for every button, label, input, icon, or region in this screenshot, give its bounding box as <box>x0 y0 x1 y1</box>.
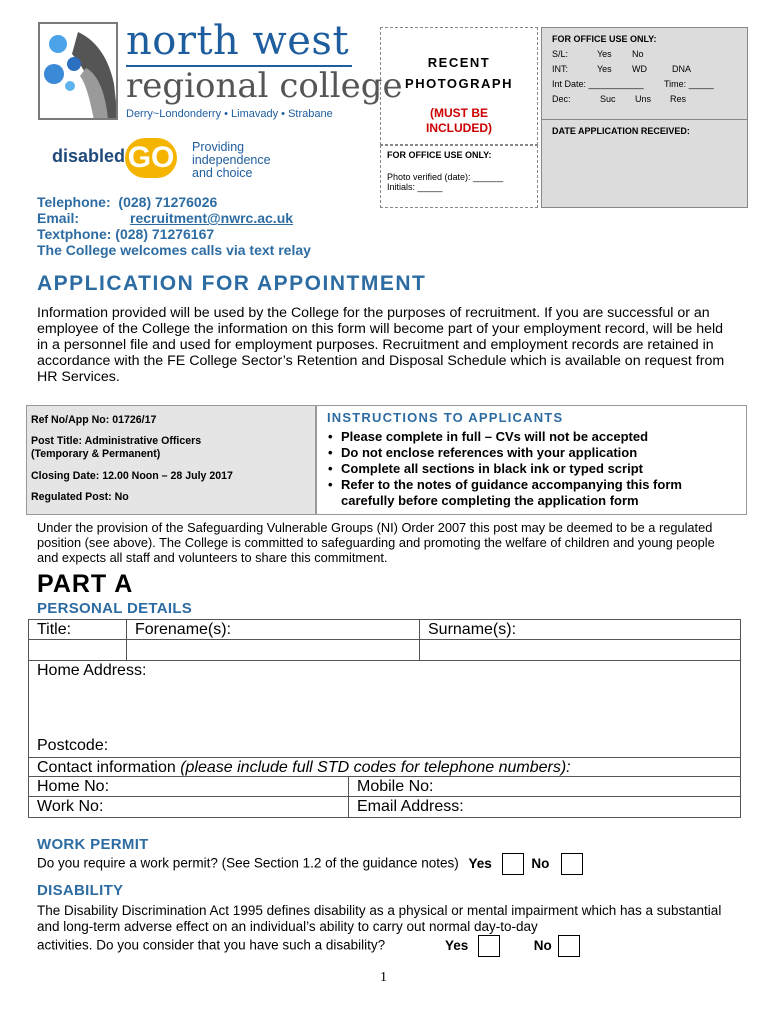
disabled-go-logo <box>52 138 177 178</box>
instruction-item: • Please complete in full – CVs will not be accepted <box>327 429 736 445</box>
photo-office-use: FOR OFFICE USE ONLY: Photo verified (date): ______ Initials: _____ <box>380 145 538 208</box>
work-permit-question: Do you require a work permit? (See Section 1.2 of the guidance notes) Yes No <box>37 853 737 875</box>
post-title: Post Title: Administrative Officers (Temporary & Permanent) <box>31 435 202 460</box>
college-locations: Derry~Londonderry • Limavady • Strabane <box>126 108 333 120</box>
contact-info-row: Contact information (please include full STD codes for telephone numbers): <box>28 757 741 777</box>
instructions-box <box>316 405 747 515</box>
part-heading: PART A <box>37 570 134 598</box>
closing-date: Closing Date: 12.00 Noon – 28 July 2017 <box>31 470 233 482</box>
title-field[interactable]: Title: <box>28 619 127 640</box>
home-number-field[interactable]: Home No: <box>28 776 349 797</box>
reference-box <box>26 405 316 515</box>
disability-heading: DISABILITY <box>37 882 124 899</box>
work-permit-no-checkbox[interactable] <box>561 853 583 875</box>
page-number: 1 <box>380 970 387 985</box>
contact-details: Telephone: (028) 71276026 Email: recruitment@nwrc.ac.uk Textphone: (028) 71276167 The College welcomes calls via text relay <box>37 194 311 258</box>
disability-yes-checkbox[interactable] <box>478 935 500 957</box>
personal-details-heading: PERSONAL DETAILS <box>37 600 193 617</box>
mobile-number-field[interactable]: Mobile No: <box>348 776 741 797</box>
textphone-number: (028) 71276167 <box>115 226 215 242</box>
text-relay-note: The College welcomes calls via text relay <box>37 242 311 258</box>
ref-number: Ref No/App No: 01726/17 <box>31 414 157 426</box>
college-name-line1: north west <box>126 18 350 64</box>
disability-text: The Disability Discrimination Act 1995 defines disability as a physical or mental impairment which has a substantial and long-term adverse effect on an individual’s ability to carry out normal day-to-day <box>37 903 722 934</box>
disabled-go-tagline: Providing independence and choice <box>192 140 271 180</box>
instructions-title: INSTRUCTIONS TO APPLICANTS <box>327 410 564 425</box>
disability-question: activities. Do you consider that you have such a disability? Yes No <box>37 935 742 957</box>
regulated-post: Regulated Post: No <box>31 491 129 503</box>
instruction-item: • Complete all sections in black ink or typed script <box>327 461 736 477</box>
safeguarding-note: Under the provision of the Safeguarding Vulnerable Groups (NI) Order 2007 this post may be deemed to be a regulated position (see above). The College is committed to safeguarding and promoting the welfare of children and young people and expects all staff and volunteers to share this commitment. <box>37 520 715 565</box>
office-use-panel: FOR OFFICE USE ONLY: S/L: Yes No INT: Yes WD DNA Int Date: ___________ Time: _____ Dec: Suc Uns Res DATE APPLICATION RECEIVED: <box>541 27 748 208</box>
college-name-line2: regional college <box>126 66 403 106</box>
surname-input[interactable] <box>419 639 741 661</box>
disability-no-checkbox[interactable] <box>558 935 580 957</box>
work-permit-heading: WORK PERMIT <box>37 836 149 853</box>
email-address-field[interactable]: Email Address: <box>348 796 741 818</box>
forename-field[interactable]: Forename(s): <box>126 619 420 640</box>
college-logo-mark <box>38 22 118 120</box>
work-number-field[interactable]: Work No: <box>28 796 349 818</box>
photo-placeholder: RECENT PHOTOGRAPH (MUST BE INCLUDED) <box>380 27 538 145</box>
title-input[interactable] <box>28 639 127 661</box>
instruction-item: • Do not enclose references with your application <box>327 445 736 461</box>
home-address-field[interactable]: Home Address: Postcode: <box>28 660 741 758</box>
intro-paragraph: Information provided will be used by the College for the purposes of recruitment. If you are successful or an employee of the College the information on this form will become part of your employment record, will be held in a personnel file and used for employment purposes. Recruitment and employment records are retained in accordance with the FE College Sector’s Retention and Disposal Schedule which is available on request from HR Services. <box>37 305 725 385</box>
disabled-go-prefix: disabled <box>52 146 126 167</box>
work-permit-yes-checkbox[interactable] <box>502 853 524 875</box>
disabled-go-mark: GO <box>125 138 177 178</box>
forename-input[interactable] <box>126 639 420 661</box>
page-title: APPLICATION FOR APPOINTMENT <box>37 272 427 295</box>
email-link[interactable]: recruitment@nwrc.ac.uk <box>130 210 294 226</box>
postcode-label: Postcode: <box>37 737 109 754</box>
surname-field[interactable]: Surname(s): <box>419 619 741 640</box>
telephone-number: (028) 71276026 <box>118 194 218 210</box>
date-received-label: DATE APPLICATION RECEIVED: <box>552 126 690 136</box>
instruction-item: • Refer to the notes of guidance accompanying this form carefully before completing the application form <box>327 477 736 509</box>
